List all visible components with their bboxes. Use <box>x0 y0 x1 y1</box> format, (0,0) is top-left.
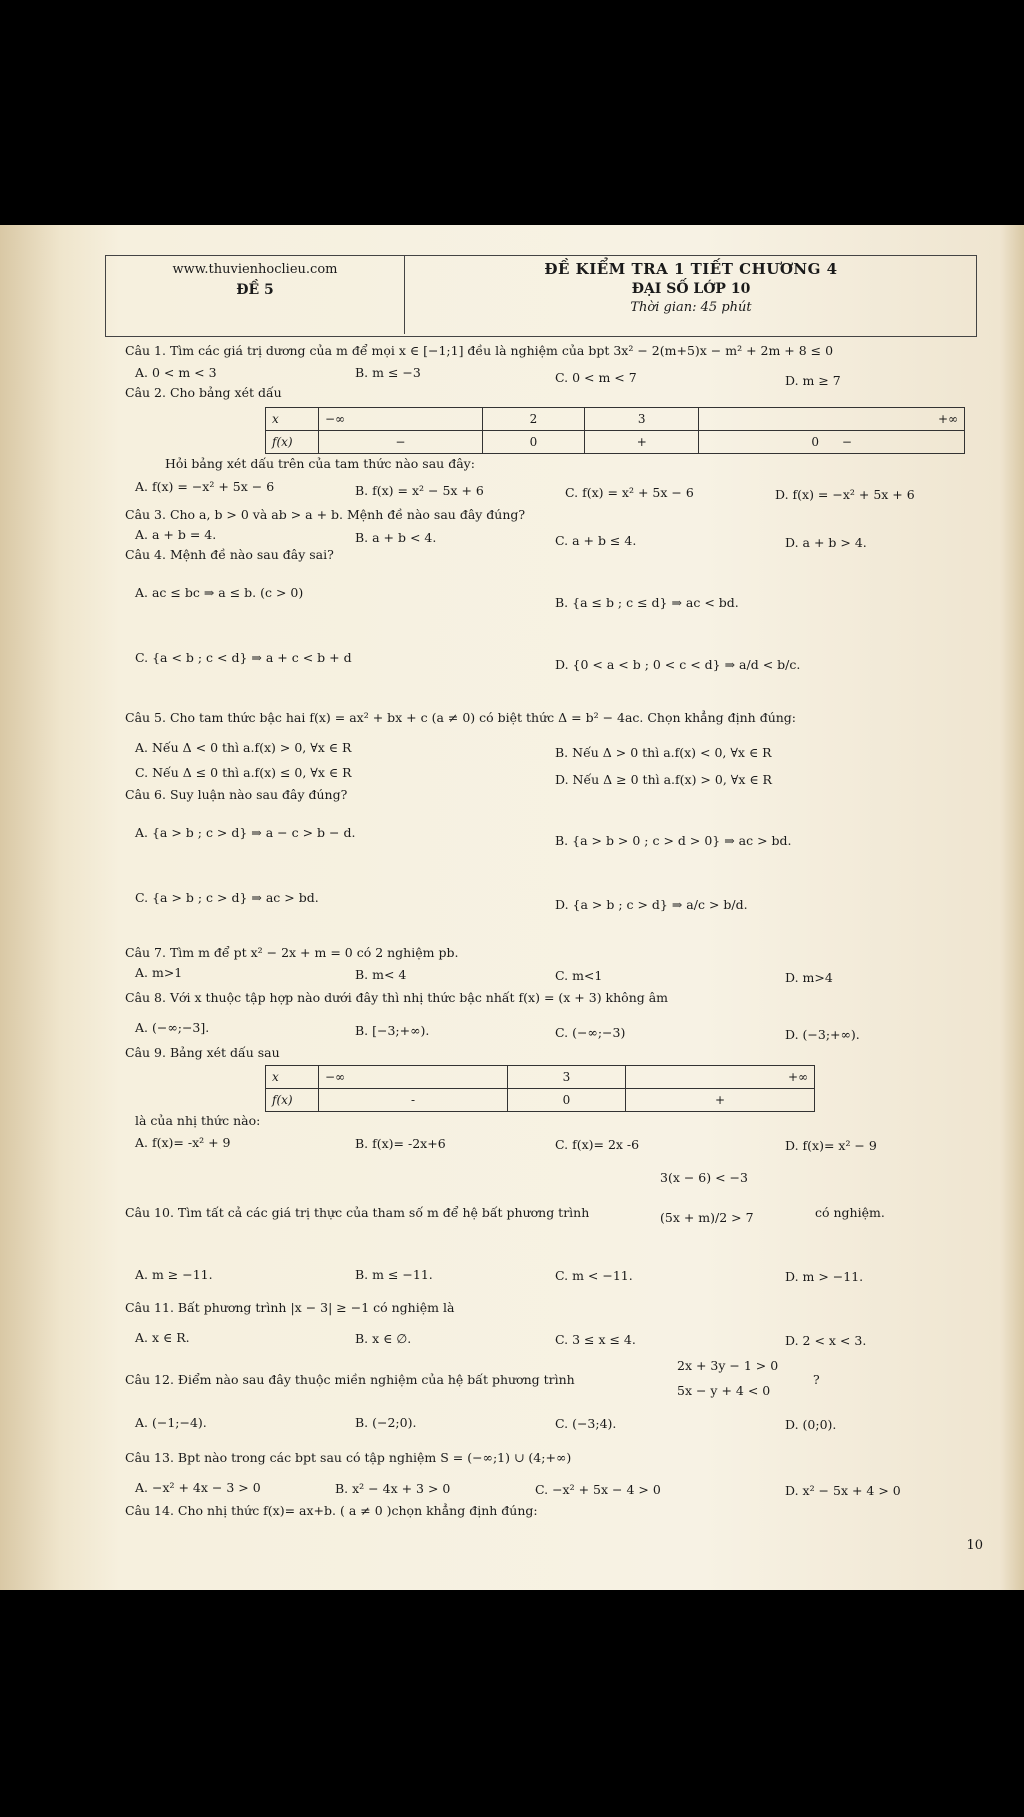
q1-stem: Câu 1. Tìm các giá trị dương của m để mọi x ∈ [−1;1] đều là nghiệm của bpt 3x² − 2(m+5)x − m² + 2m + 8 ≤ 0 <box>125 343 834 358</box>
q2-table-row-fx <box>266 431 965 454</box>
q2-cell-zero: 0 <box>811 434 820 449</box>
q12-option-d: D. (0;0). <box>785 1417 837 1432</box>
q5-stem: Câu 5. Cho tam thức bậc hai f(x) = ax² + bx + c (a ≠ 0) có biệt thức Δ = b² − 4ac. Chọn khẳng định đúng: <box>125 710 797 725</box>
q9-cell: f(x) <box>266 1089 319 1112</box>
q3-option-c: C. a + b ≤ 4. <box>555 533 637 548</box>
q2-cell: +∞ <box>699 408 965 431</box>
q7-stem: Câu 7. Tìm m để pt x² − 2x + m = 0 có 2 nghiệm pb. <box>125 945 459 960</box>
q7-option-a: A. m>1 <box>135 965 183 980</box>
q12-system-line-1: 2x + 3y − 1 > 0 <box>677 1358 779 1373</box>
q9-cell: x <box>266 1066 319 1089</box>
q13-option-a: A. −x² + 4x − 3 > 0 <box>135 1480 261 1495</box>
q1-option-a: A. 0 < m < 3 <box>135 365 217 380</box>
q2-cell: 2 <box>482 408 584 431</box>
q9-ask: là của nhị thức nào: <box>135 1113 261 1128</box>
q9-option-d: D. f(x)= x² − 9 <box>785 1138 877 1153</box>
q10-system-line-2: (5x + m)/2 > 7 <box>660 1210 754 1225</box>
header-box <box>105 255 977 337</box>
q7-option-c: C. m<1 <box>555 968 603 983</box>
q2-table-row-x <box>266 408 965 431</box>
q11-option-b: B. x ∈ ∅. <box>355 1331 412 1346</box>
q6-option-d: D. {a > b ; c > d} ⇒ a/c > b/d. <box>555 897 748 912</box>
q14-stem: Câu 14. Cho nhị thức f(x)= ax+b. ( a ≠ 0 )chọn khẳng định đúng: <box>125 1503 538 1518</box>
q1-option-b: B. m ≤ −3 <box>355 365 421 380</box>
q2-option-b: B. f(x) = x² − 5x + 6 <box>355 483 484 498</box>
q9-option-b: B. f(x)= -2x+6 <box>355 1136 446 1151</box>
q2-cell: 0 <box>482 431 584 454</box>
q2-cell <box>699 431 965 454</box>
site-url: www.thuvienhoclieu.com <box>172 262 338 277</box>
q2-stem: Câu 2. Cho bảng xét dấu <box>125 385 282 400</box>
q4-option-b: B. {a ≤ b ; c ≤ d} ⇒ ac < bd. <box>555 595 739 610</box>
q9-sign-table <box>265 1065 815 1112</box>
q1-option-d: D. m ≥ 7 <box>785 373 841 388</box>
q5-option-a: A. Nếu Δ < 0 thì a.f(x) > 0, ∀x ∈ R <box>135 740 352 755</box>
page-number: 10 <box>966 1538 983 1553</box>
q10-tail: có nghiệm. <box>815 1205 885 1220</box>
q9-cell: + <box>625 1089 814 1112</box>
q2-cell-sign: − <box>841 434 852 449</box>
q5-option-d: D. Nếu Δ ≥ 0 thì a.f(x) > 0, ∀x ∈ R <box>555 772 772 787</box>
q12-option-a: A. (−1;−4). <box>135 1415 207 1430</box>
q2-cell: f(x) <box>266 431 319 454</box>
q12-option-b: B. (−2;0). <box>355 1415 417 1430</box>
photo-of-paper <box>0 225 1024 1590</box>
q9-cell: 3 <box>508 1066 626 1089</box>
q10-option-c: C. m < −11. <box>555 1268 633 1283</box>
q3-stem: Câu 3. Cho a, b > 0 và ab > a + b. Mệnh đề nào sau đây đúng? <box>125 507 526 522</box>
q5-option-c: C. Nếu Δ ≤ 0 thì a.f(x) ≤ 0, ∀x ∈ R <box>135 765 352 780</box>
q2-option-c: C. f(x) = x² + 5x − 6 <box>565 485 694 500</box>
q12-option-c: C. (−3;4). <box>555 1416 617 1431</box>
q12-system-line-2: 5x − y + 4 < 0 <box>677 1383 771 1398</box>
q2-ask: Hỏi bảng xét dấu trên của tam thức nào sau đây: <box>165 456 475 471</box>
q5-option-b: B. Nếu Δ > 0 thì a.f(x) < 0, ∀x ∈ R <box>555 745 772 760</box>
q11-option-a: A. x ∈ R. <box>135 1330 190 1345</box>
q13-option-c: C. −x² + 5x − 4 > 0 <box>535 1482 661 1497</box>
q1-option-c: C. 0 < m < 7 <box>555 370 637 385</box>
q9-table-row-x <box>266 1066 815 1089</box>
exam-subtitle: ĐẠI SỐ LỚP 10 <box>631 280 751 297</box>
q7-option-b: B. m< 4 <box>355 967 407 982</box>
q9-cell: +∞ <box>625 1066 814 1089</box>
q11-option-d: D. 2 < x < 3. <box>785 1333 867 1348</box>
q11-option-c: C. 3 ≤ x ≤ 4. <box>555 1332 636 1347</box>
q9-option-a: A. f(x)= -x² + 9 <box>135 1135 231 1150</box>
q6-option-b: B. {a > b > 0 ; c > d > 0} ⇒ ac > bd. <box>555 833 792 848</box>
q4-option-a: A. ac ≤ bc ⇒ a ≤ b. (c > 0) <box>135 585 304 600</box>
header-left <box>106 256 405 334</box>
q9-cell: 0 <box>508 1089 626 1112</box>
q6-option-a: A. {a > b ; c > d} ⇒ a − c > b − d. <box>135 825 356 840</box>
q2-cell: 3 <box>585 408 699 431</box>
q4-option-d: D. {0 < a < b ; 0 < c < d} ⇒ a/d < b/c. <box>555 657 801 672</box>
q2-sign-table <box>265 407 965 454</box>
q7-option-d: D. m>4 <box>785 970 833 985</box>
q13-option-b: B. x² − 4x + 3 > 0 <box>335 1481 451 1496</box>
q2-cell: − <box>319 431 483 454</box>
q2-cell: x <box>266 408 319 431</box>
header-right <box>406 256 976 334</box>
q8-option-b: B. [−3;+∞). <box>355 1023 430 1038</box>
q9-stem: Câu 9. Bảng xét dấu sau <box>125 1045 280 1060</box>
q13-stem: Câu 13. Bpt nào trong các bpt sau có tập nghiệm S = (−∞;1) ∪ (4;+∞) <box>125 1450 572 1465</box>
q10-stem: Câu 10. Tìm tất cả các giá trị thực của tham số m để hệ bất phương trình <box>125 1205 590 1220</box>
q8-option-c: C. (−∞;−3) <box>555 1025 626 1040</box>
q10-option-b: B. m ≤ −11. <box>355 1267 433 1282</box>
q10-option-d: D. m > −11. <box>785 1269 864 1284</box>
q4-stem: Câu 4. Mệnh đề nào sau đây sai? <box>125 547 334 562</box>
q6-option-c: C. {a > b ; c > d} ⇒ ac > bd. <box>135 890 319 905</box>
q12-tail: ? <box>813 1372 820 1387</box>
q8-option-d: D. (−3;+∞). <box>785 1027 860 1042</box>
q4-option-c: C. {a < b ; c < d} ⇒ a + c < b + d <box>135 650 352 665</box>
q3-option-d: D. a + b > 4. <box>785 535 867 550</box>
q3-option-b: B. a + b < 4. <box>355 530 437 545</box>
exam-time: Thời gian: 45 phút <box>630 300 752 316</box>
q2-cell: −∞ <box>319 408 483 431</box>
q10-option-a: A. m ≥ −11. <box>135 1267 213 1282</box>
q9-table-row-fx <box>266 1089 815 1112</box>
q8-option-a: A. (−∞;−3]. <box>135 1020 210 1035</box>
q3-option-a: A. a + b = 4. <box>135 527 217 542</box>
q2-option-d: D. f(x) = −x² + 5x + 6 <box>775 487 915 502</box>
q9-cell: −∞ <box>319 1066 508 1089</box>
q8-stem: Câu 8. Với x thuộc tập hợp nào dưới đây thì nhị thức bậc nhất f(x) = (x + 3) không âm <box>125 990 669 1005</box>
q12-stem: Câu 12. Điểm nào sau đây thuộc miền nghiệm của hệ bất phương trình <box>125 1372 575 1387</box>
q9-option-c: C. f(x)= 2x -6 <box>555 1137 640 1152</box>
q6-stem: Câu 6. Suy luận nào sau đây đúng? <box>125 787 348 802</box>
q13-option-d: D. x² − 5x + 4 > 0 <box>785 1483 901 1498</box>
exam-code: ĐỀ 5 <box>236 282 274 299</box>
q2-option-a: A. f(x) = −x² + 5x − 6 <box>135 479 275 494</box>
exam-paper <box>105 255 995 1555</box>
q11-stem: Câu 11. Bất phương trình |x − 3| ≥ −1 có nghiệm là <box>125 1300 455 1315</box>
q10-system-line-1: 3(x − 6) < −3 <box>660 1170 748 1185</box>
q2-cell: + <box>585 431 699 454</box>
q9-cell: - <box>319 1089 508 1112</box>
exam-title: ĐỀ KIỂM TRA 1 TIẾT CHƯƠNG 4 <box>544 260 838 278</box>
